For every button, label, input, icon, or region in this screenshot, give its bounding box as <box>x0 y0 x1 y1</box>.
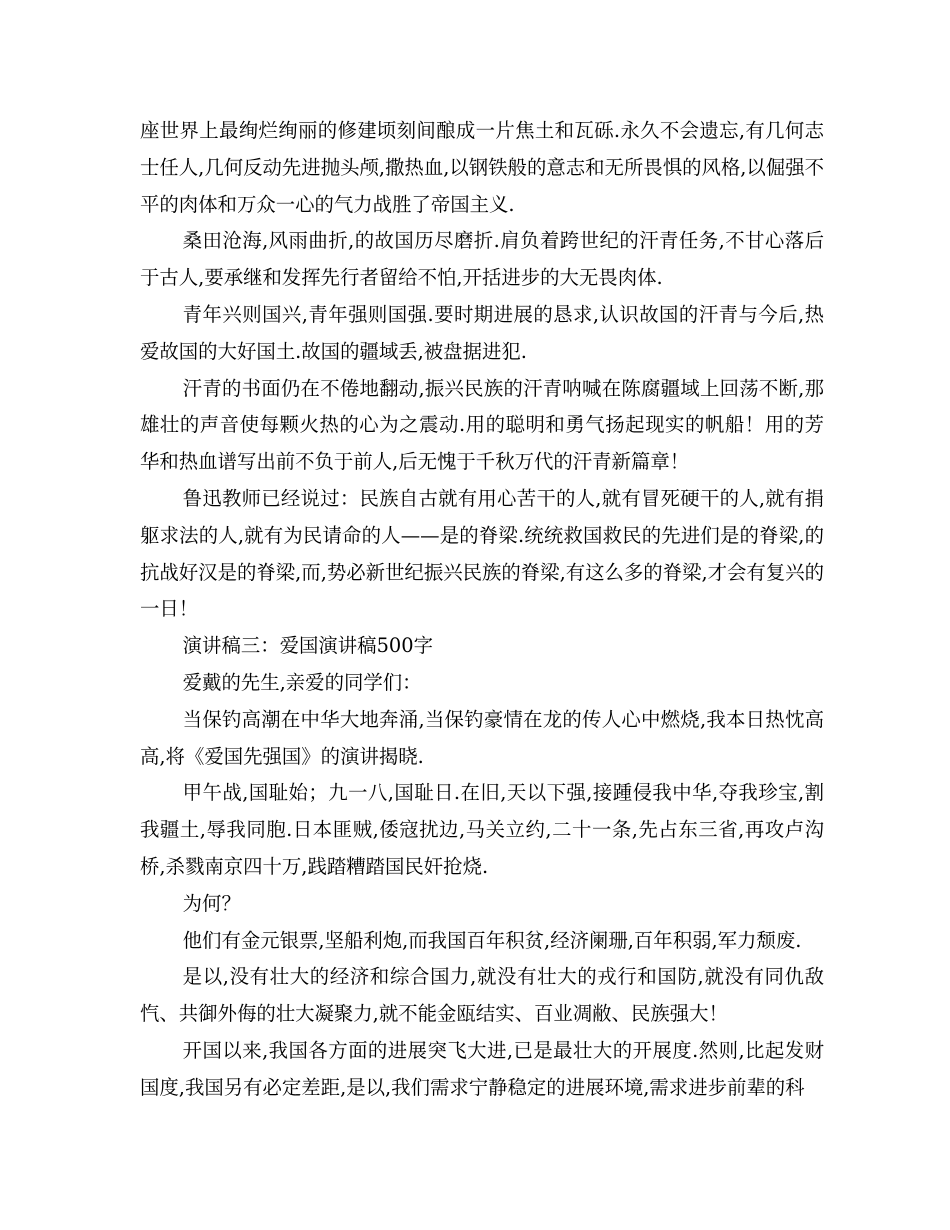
salutation: 爱戴的先生,亲爱的同学们： <box>182 670 422 694</box>
paragraph-2: 桑田沧海,风雨曲折,的故国历尽磨折.肩负着跨世纪的汗青任务,不甘心落后于古人,要承继和发挥先行者留给不怕,开括进步的大无畏肉体. <box>140 229 824 290</box>
paragraph-12: 是以,没有壮大的经济和综合国力,就没有壮大的戎行和国防,就没有同仇敌忾、共御外侮的壮大凝聚力,就不能金瓯结实、百业凋敝、民族强大！ <box>140 965 824 1026</box>
paragraph-1: 座世界上最绚烂绚丽的修建顷刻间酿成一片焦土和瓦砾.永久不会遗忘,有几何志士任人,几何反动先进抛头颅,撒热血,以钢铁般的意志和无所畏惧的风格,以倔强不平的肉体和万众一心的气力战胜了帝国主义. <box>140 119 824 216</box>
paragraph-9: 甲午战,国耻始；九一八,国耻日.在旧,天以下强,接踵侵我中华,夺我珍宝,割我疆土,辱我同胞.日本匪贼,倭寇扰边,马关立约,二十一条,先占东三省,再攻卢沟桥,杀戮南京四十万,践踏糟踏国民奸抢烧. <box>140 781 824 878</box>
paragraph-3: 青年兴则国兴,青年强则国强.要时期进展的恳求,认识故国的汗青与今后,热爱故国的大好国土.故国的疆域丢,被盘据进犯. <box>140 302 824 363</box>
paragraph-13: 开国以来,我国各方面的进展突飞大进,已是最壮大的开展度.然则,比起发财国度,我国另有必定差距,是以,我们需求宁静稳定的进展环境,需求进步前辈的科 <box>140 1038 824 1099</box>
document-body <box>140 113 824 1107</box>
speech-heading: 演讲稿三：爱国演讲稿500字 <box>182 634 433 658</box>
paragraph-5: 鲁迅教师已经说过：民族自古就有用心苦干的人,就有冒死硬干的人,就有捐躯求法的人,就有为民请命的人——是的脊梁.统统救国救民的先进们是的脊梁,的抗战好汉是的脊梁,而,势必新世纪振兴民族的脊梁,有这么多的脊梁,才会有复兴的一日！ <box>140 486 824 621</box>
paragraph-4: 汗青的书面仍在不倦地翻动,振兴民族的汗青呐喊在陈腐疆域上回荡不断,那雄壮的声音使每颗火热的心为之震动.用的聪明和勇气扬起现实的帆船！用的芳华和热血谱写出前不负于前人,后无愧于千秋万代的汗青新篇章！ <box>140 376 824 474</box>
paragraph-11: 他们有金元银票,坚船利炮,而我国百年积贫,经济阑珊,百年积弱,军力颓废. <box>182 928 802 952</box>
paragraph-10: 为何？ <box>182 891 241 915</box>
paragraph-8: 当保钓高潮在中华大地奔涌,当保钓豪情在龙的传人心中燃烧,我本日热忱高高,将《爱国先强国》的演讲揭晓. <box>140 707 824 768</box>
